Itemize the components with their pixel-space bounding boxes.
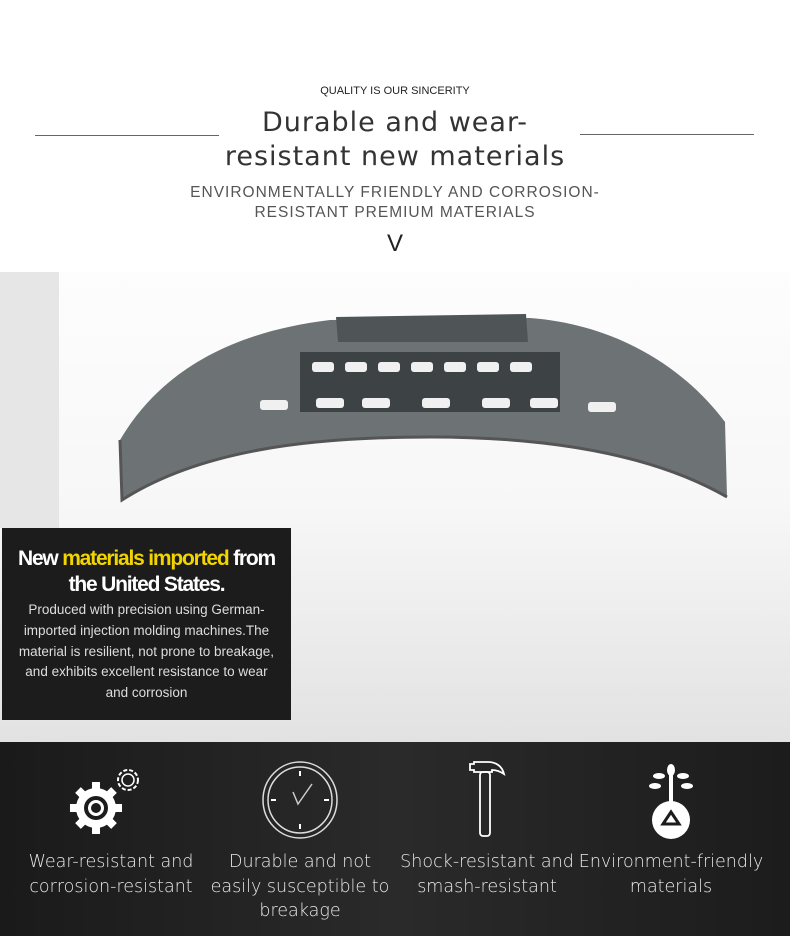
headline-highlight: materials imported xyxy=(62,547,229,570)
hammer-icon xyxy=(462,760,512,840)
feature-shock-resistant xyxy=(392,742,582,899)
page-title xyxy=(0,106,790,174)
subtitle-line-1: ENVIRONMENTALLY FRIENDLY AND CORROSION- xyxy=(190,184,600,201)
title-line-2: resistant new materials xyxy=(224,141,566,172)
headline-line-2: the United States. xyxy=(68,573,225,596)
subtitle-line-2: RESISTANT PREMIUM MATERIALS xyxy=(254,204,536,221)
clock-icon xyxy=(260,760,340,840)
tree-recycle-icon xyxy=(641,760,701,840)
feature-label: Environment-friendly materials xyxy=(578,852,764,897)
headline-pre: New xyxy=(17,547,63,570)
card-body: Produced with precision using German-imported injection molding machines.The material is resilient, not prone to breakage, and exhibits excellent resistance to wear and corrosion xyxy=(18,602,275,701)
feature-label: Durable and not easily susceptible to breakage xyxy=(210,852,390,921)
feature-label: Shock-resistant and smash-resistant xyxy=(400,852,574,897)
chevron-down-icon: V xyxy=(386,230,403,257)
headline-post: from xyxy=(228,547,276,570)
subtitle xyxy=(0,183,790,223)
gears-icon xyxy=(66,760,156,840)
card-headline xyxy=(2,546,291,598)
feature-eco-friendly xyxy=(576,742,766,899)
feature-durable xyxy=(205,742,395,924)
features-band xyxy=(0,742,790,936)
kicker-text: QUALITY IS OUR SINCERITY xyxy=(320,85,470,97)
side-panel xyxy=(0,272,59,528)
feature-label: Wear-resistant and corrosion-resistant xyxy=(28,852,194,897)
info-card xyxy=(2,528,291,720)
feature-wear-resistant xyxy=(16,742,206,899)
title-line-1: Durable and wear- xyxy=(261,107,529,138)
